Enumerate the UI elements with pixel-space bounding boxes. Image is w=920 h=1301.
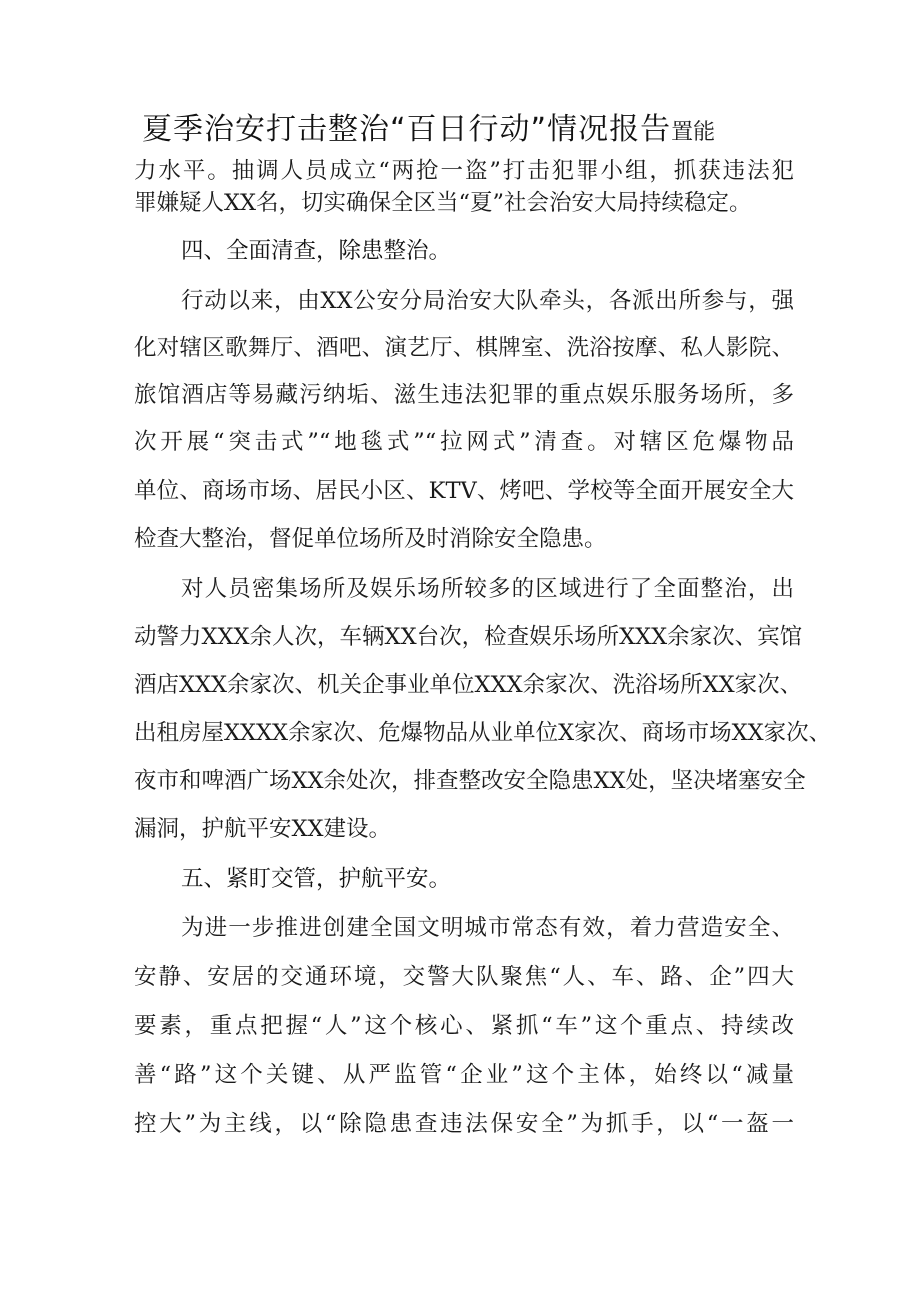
text-line: 单位、商场市场、居民小区、KTV、烤吧、学校等全面开展安全大 (134, 478, 794, 504)
text-line: 为进一步推进创建全国文明城市常态有效，着力营造安全、 (181, 915, 794, 941)
text-line: 行动以来，由XX公安分局治安大队牵头，各派出所参与，强 (181, 288, 794, 314)
text-line: 检查大整治，督促单位场所及时消除安全隐患。 (134, 526, 607, 552)
text-line: 罪嫌疑人XX名，切实确保全区当“夏”社会治安大局持续稳定。 (134, 190, 752, 216)
text-line: 力水平。抽调人员成立“两抢一盗”打击犯罪小组，抓获违法犯 (134, 158, 794, 184)
text-line: 动警力XXX余人次，车辆XX台次，检查娱乐场所XXX余家次、宾馆 (134, 624, 803, 650)
title-continuation: 置能 (671, 120, 716, 145)
text-line: 善“路”这个关键、从严监管“企业”这个主体，始终以“减量 (134, 1062, 794, 1088)
text-line: 安静、安居的交通环境，交警大队聚焦“人、车、路、企”四大 (134, 964, 794, 990)
text-line: 要素，重点把握“人”这个核心、紧抓“车”这个重点、持续改 (134, 1013, 794, 1039)
section-heading-5: 五、紧盯交管，护航平安。 (181, 866, 452, 892)
text-line: 出租房屋XXXX余家次、危爆物品从业单位X家次、商场市场XX家次、 (134, 720, 832, 746)
text-line: 夜市和啤酒广场XX余处次，排查整改安全隐患XX处，坚决堵塞安全 (134, 768, 806, 794)
text-line: 控大”为主线，以“除隐患查违法保安全”为抓手，以“一盔一 (134, 1111, 794, 1137)
section-heading-4: 四、全面清查，除患整治。 (181, 238, 452, 264)
text-line: 次开展“突击式”“地毯式”“拉网式”清查。对辖区危爆物品 (134, 429, 794, 455)
text-line: 对人员密集场所及娱乐场所较多的区域进行了全面整治，出 (181, 576, 794, 602)
text-line: 化对辖区歌舞厅、酒吧、演艺厅、棋牌室、洗浴按摩、私人影院、 (134, 335, 794, 361)
text-line: 酒店XXX余家次、机关企事业单位XXX余家次、洗浴场所XX家次、 (134, 672, 803, 698)
text-line: 旅馆酒店等易藏污纳垢、滋生违法犯罪的重点娱乐服务场所，多 (134, 382, 794, 408)
text-line: 漏洞，护航平安XX建设。 (134, 816, 392, 842)
document-title: 夏季治安打击整治“百日行动”情况报告 (142, 112, 672, 147)
